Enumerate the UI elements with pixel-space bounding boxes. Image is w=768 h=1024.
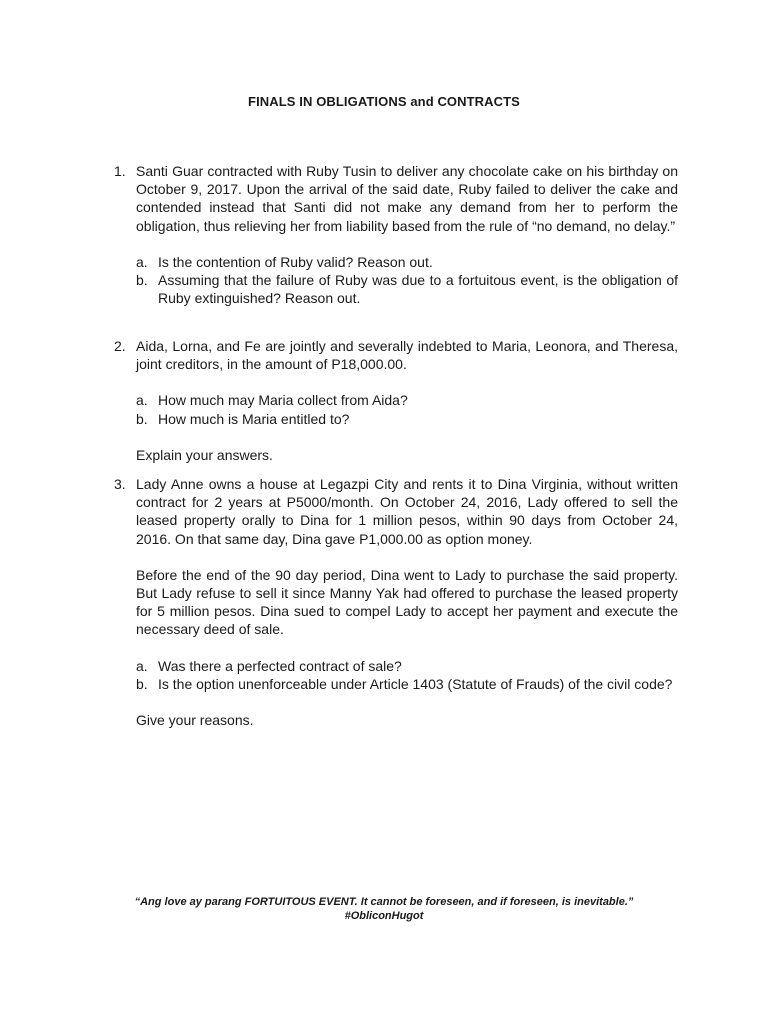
sub-question-letter: a. [136,657,148,674]
sub-question-list [136,657,678,693]
sub-question [136,391,678,409]
sub-question [136,410,678,428]
sub-question-letter: b. [136,272,148,289]
footer-quote-block [0,895,768,923]
question-number: 2. [114,338,126,354]
sub-question-letter: b. [136,410,148,427]
sub-question-text: How much may Maria collect from Aida? [158,392,408,409]
sub-question-text: Assuming that the failure of Ruby was due to a fortuitous event, is the obligation of Ruby extinguished? Reason out. [158,272,678,307]
page-title: FINALS IN OBLIGATIONS and CONTRACTS [248,94,520,109]
sub-question-list [136,253,678,308]
sub-question [136,657,678,675]
sub-question-letter: a. [136,392,148,409]
question-text: Aida, Lorna, and Fe are jointly and severally indebted to Maria, Leonora, and Theresa, joint creditors, in the amount of P18,000.00. [136,338,678,373]
sub-question [136,271,678,307]
sub-question-text: Is the contention of Ruby valid? Reason out. [158,253,433,270]
question-number: 3. [114,476,126,492]
sub-question [136,253,678,271]
question-1 [114,162,678,307]
question-text-continued: Before the end of the 90 day period, Dina went to Lady to purchase the said property. But Lady refuse to sell it since Manny Yak had offered to purchase the leased property for 5 million pesos. Dina sued to compel Lady to accept her payment and execute the necessary deed of sale. [136,566,678,638]
footer-quote: “Ang love ay parang FORTUITOUS EVENT. It cannot be foreseen, and if foreseen, is inevitable.” [134,896,634,908]
sub-question [136,675,678,693]
question-text: Santi Guar contracted with Ruby Tusin to deliver any chocolate cake on his birthday on October 9, 2017. Upon the arrival of the said date, Ruby failed to deliver the cake and contended instead that Santi did not make any demand from her to perform the obligation, thus relieving her from liability based from the rule of “no demand, no delay.” [136,163,678,234]
sub-question-text: Is the option unenforceable under Article 1403 (Statute of Frauds) of the civil code? [158,675,673,692]
question-closing: Give your reasons. [136,712,254,729]
question-number: 1. [114,163,126,179]
footer-hashtag: #ObliconHugot [344,910,424,922]
sub-question-list [136,391,678,427]
sub-question-letter: a. [136,253,148,270]
sub-question-letter: b. [136,675,148,692]
sub-question-text: Was there a perfected contract of sale? [158,657,402,674]
sub-question-text: How much is Maria entitled to? [158,410,350,427]
question-3 [114,475,678,729]
question-2 [114,337,678,464]
question-closing: Explain your answers. [136,446,273,463]
question-text: Lady Anne owns a house at Legazpi City and rents it to Dina Virginia, without written contract for 2 years at P5000/month. On October 24, 2016, Lady offered to sell the leased property orally to Dina for 1 million pesos, within 90 days from October 24, 2016. On that same day, Dina gave P1,000.00 as option money. [136,476,678,547]
